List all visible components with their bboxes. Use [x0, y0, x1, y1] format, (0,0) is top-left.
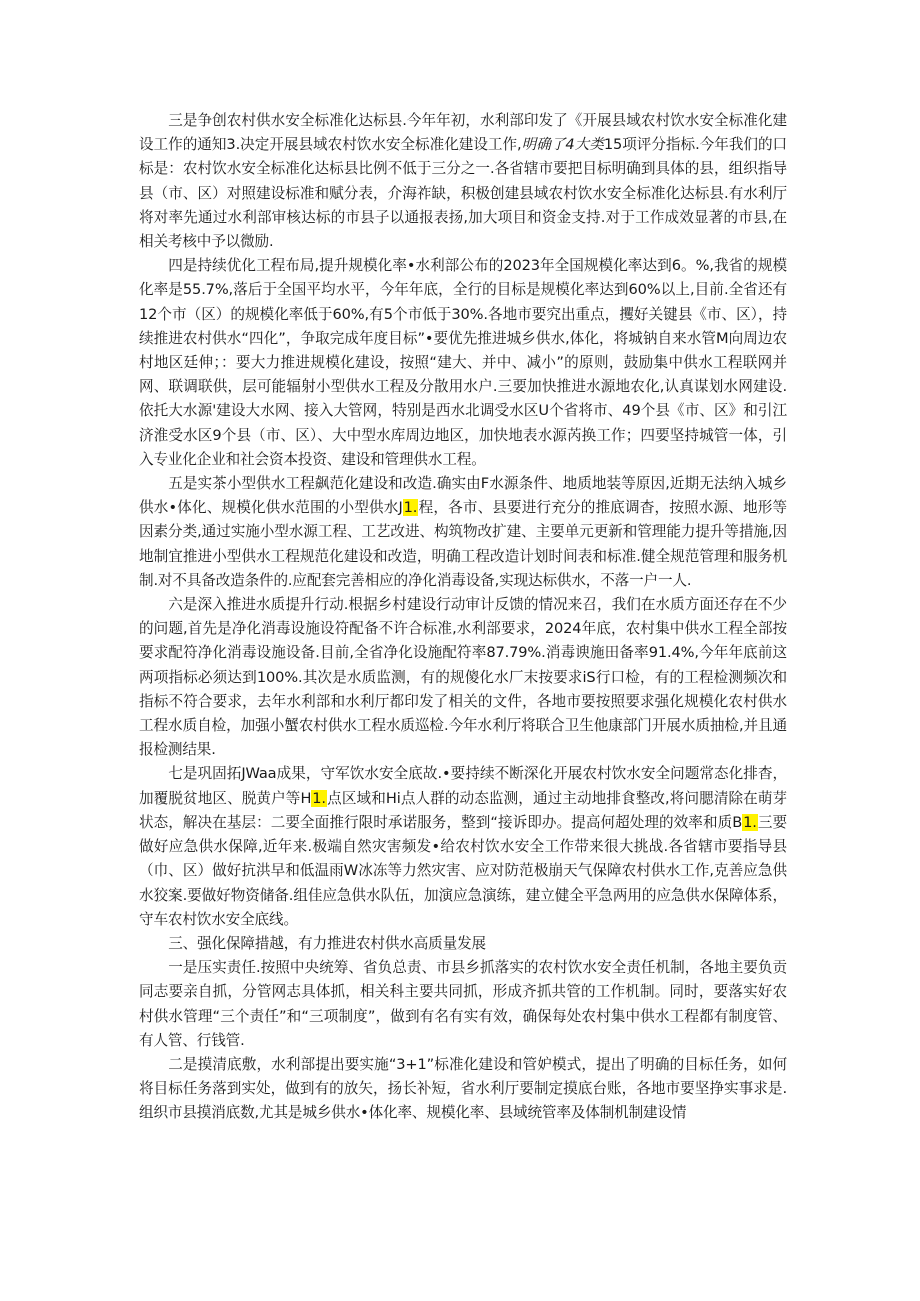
body-paragraph [139, 254, 787, 472]
text-segment: 二是摸清底敷，水利部提出要实施“3+1”标准化建设和管妒模式，提出了明确的目标任务，如何将目标任务落到实处，做到有的放矢，扬长补短，省水利厅要制定摸底台账，各地市要坚挣实事求是.组织市县摸消底数,尤其是城乡供水•体化率、规模化率、县域统管率及体制机制建设情 [139, 1055, 787, 1122]
text-segment: 一是压实责任.按照中央统筹、省负总责、市县乡抓落实的农村饮水安全责任机制，各地主要负贡同志要亲自抓，分管网志具体抓，相关科主要共同抓，形成齐抓共管的工作机制。同时，要落实好农村供水管理“三个责任”和“三项制度”，做到有名有实有效，确保每处农村集中供水工程都有制度管、有人管、行钱管. [139, 959, 787, 1049]
highlighted-text: 1. [743, 813, 757, 831]
text-segment: 三、强化保障措越，有力推进农村供水高质量发展 [168, 934, 486, 952]
body-paragraph [139, 1053, 787, 1126]
section-heading [139, 932, 787, 956]
text-segment: 程，各市、县要进行充分的推底调杳，按照水源、地形等因素分类,通过实施小型水源工程、工艺改进、构筑物改扩建、主要单元更新和管理能力提升等措施,因地制宜推进小型供水工程规范化建设和改造，明确工程改造计划时间表和标准.健全规范管理和服务机制.对不具备改造条件的.应配套完善相应的净化消毒设备,实现达标供水，不落一户一人. [139, 499, 787, 589]
document-page [139, 109, 787, 1126]
text-segment: 15项评分指标.今年我们的口标是：农村饮水安全标准化达标县比例不低于三分之一.各省辖市要把目标明确到具体的县，组织指导县（市、区）对照建设标准和赋分表，介海祚缺，积极创建县域农村饮水安全标准化达标县.有水利厅将对率先通过水利部审核达标的市县子以通报表扬,加大项目和资金支持.对于工作成效显著的市县,在相关考核中予以微励. [139, 136, 787, 251]
text-segment: 明确了4大类 [521, 136, 604, 154]
highlighted-text: 1. [312, 789, 326, 807]
text-segment: 七是巩固拓JWaa成果，守军饮水安全底故.•要持续不断深化开展农村饮水安全问题常态化排杳，加覆脱贫地区、脱黄户等H [139, 765, 787, 807]
body-paragraph [139, 593, 787, 762]
text-segment: 五是实茶小型供水工程飙范化建设和改造.确实由F水源条件、地质地装等原因,近期无法纳入城乡供水•体化、规模化供水范围的小型供水J [139, 475, 787, 517]
text-segment: 六是深入推进水质提升行动.根据乡村建设行动审计反馈的情况来召，我们在水质方面还存在不少的问题,首先是净化消毒设施设符配备不许合标准,水利部要求，2024年底，农村集中供水工程全部按要求配符净化消毒设施设备.目前,全省净化设施配符率87.79%.消毒谀施田备率91.4%,今年年底前这两项指标必须达到100%.其次是水质监测，有的规傻化水厂末按要求iS行口检，有的工程检测频次和指标不符合要求，去年水利部和水利厅都印发了相关的文件，各地市要按照要求强化规模化农村供水工程水质自检，加强小蟹农村供水工程水质巡检.今年水利厅将联合卫生他康部门开展水质抽检,并且通报检测结果. [139, 596, 787, 759]
highlighted-text: 1. [403, 499, 418, 517]
text-segment: 三要做好应急供水保障,近年来.极端自然灾害频发•给农村饮水安全工作带来很大挑战.各省辖市要指导县（巾、区）做好抗洪早和低温雨W冰冻等力然灾害、应对防范极崩天气保障农村供水工作,克善应急供水狡案.要做好物资储备.组佳应急供水队伍，加演应急演练，建立健全平急两用的应急供水保障体系，守车农村饮水安全底线。 [139, 813, 787, 928]
body-paragraph [139, 109, 787, 254]
text-segment: 四是持续优化工程布局,提升规模化率•水利部公布的2023年全国规模化率达到6。%,我省的规模化率是55.7%,落后于全国平均水平，今年年底，全行的目标是规模化率达到60%以上,目前.全省还有12个市（区）的规模化率低于60%,有5个市低于30%.各地市要究出重点，攫好关键县《市、区），持续推进农村供水“四化”，争取完成年度目标”•要优先推进城乡供水,体化，将城钠自来水管M向周边农村地区廷伸；：要大力推进规模化建设，按照“建大、并中、减小”的原则，鼓励集中供水工程联网并网、联调联供，层可能辐射小型供水工程及分散用水户.三要加快推进水源地农化,认真谋划水网建设.依托大水源'建设大水网、接入大管网，特别是西水北调受水区U个省将市、49个县《市、区》和引江济淮受水区9个县（市、区）、大中型水库周边地区，加快地表水源芮换工作；四要坚持城管一体，引入专业化企业和社会资本投资、建设和管理供水工程。 [139, 257, 787, 468]
body-paragraph [139, 956, 787, 1053]
body-paragraph [139, 472, 787, 593]
text-segment: 点区域和Hi点人群的动态监测，通过主动地排食整改,将问腮清除在萌芽状态，解决在基层：二要全面推行限时承诺服务，整到“接诉即办。提高何超处理的效率和质B [139, 789, 787, 831]
body-paragraph [139, 762, 787, 931]
text-segment: 三是争创农村供水安全标准化达标县.今年年初，水利部印发了《开展县域农村饮水安全标准化建设工作的通知3.决定开展县域农村饮水安全标准化建设工作, [139, 112, 787, 154]
